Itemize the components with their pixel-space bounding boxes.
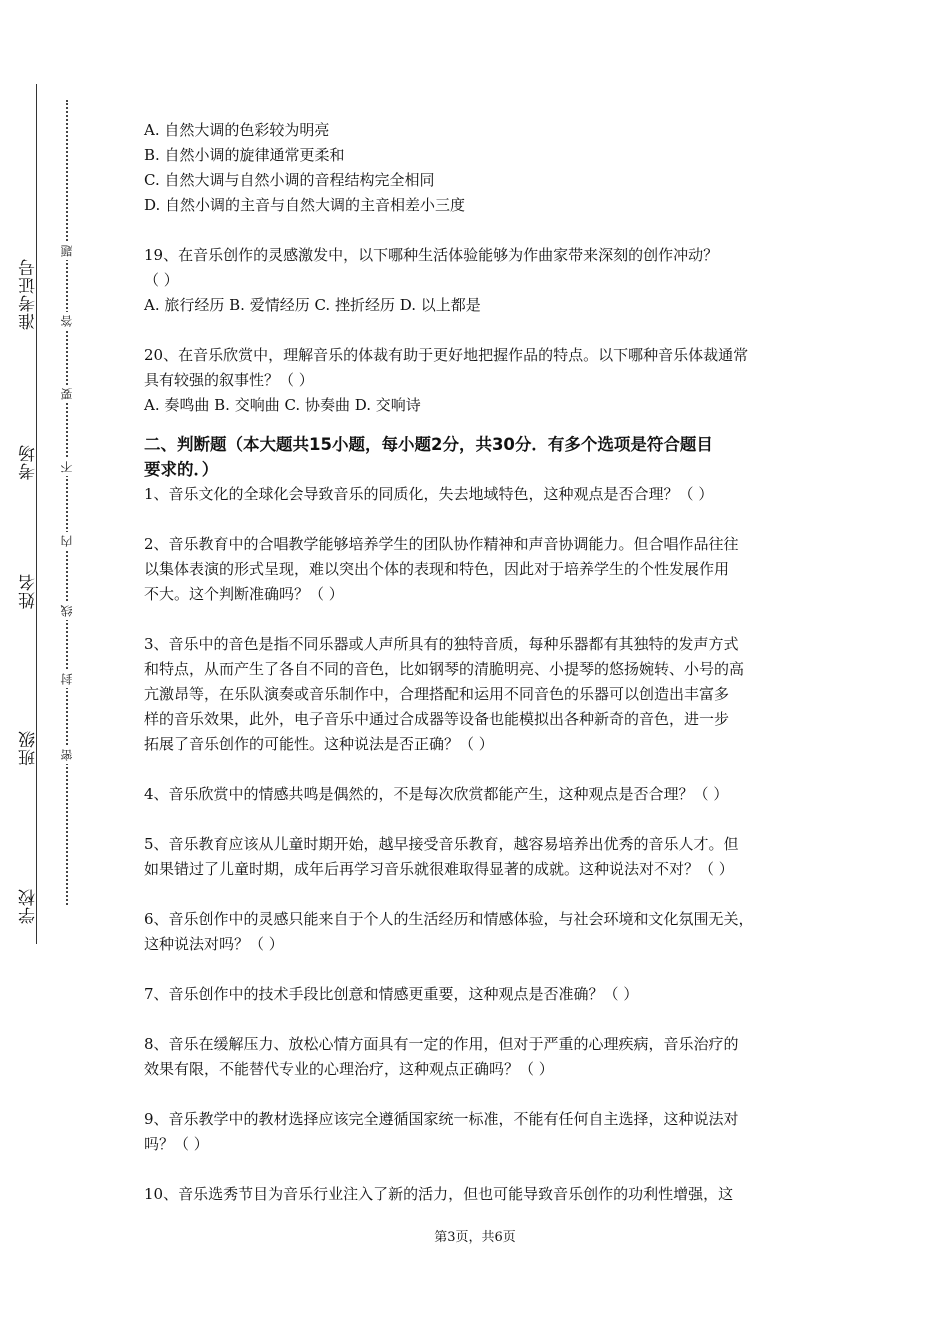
judgment-line: 4、音乐欣赏中的情感共鸣是偶然的，不是每次欣赏都能产生，这种观点是否合理？（ ） — [144, 785, 729, 803]
field-examid-label: 准考证号 — [19, 258, 39, 330]
judgment-question — [144, 1107, 824, 1157]
judgment-line: 以集体表演的形式呈现，难以突出个体的表现和特色，因此对于培养学生的个性发展作用 — [144, 560, 730, 578]
q19-stem: 19、在音乐创作的灵感激发中，以下哪种生活体验能够为作曲家带来深刻的创作冲动？ — [144, 246, 719, 264]
judgment-line: 1、音乐文化的全球化会导致音乐的同质化，失去地域特色，这种观点是否合理？（ ） — [144, 485, 714, 503]
section-title-line1: 二、判断题（本大题共15小题，每小题2分，共30分．有多个选项是符合题目 — [144, 435, 713, 454]
seal-dotted-line — [66, 100, 68, 905]
judgment-line: 吗？（ ） — [144, 1135, 209, 1153]
judgment-line: 8、音乐在缓解压力、放松心情方面具有一定的作用，但对于严重的心理疾病，音乐治疗的 — [144, 1035, 739, 1053]
judgment-line: 9、音乐教学中的教材选择应该完全遵循国家统一标准，不能有任何自主选择，这种说法对 — [144, 1110, 739, 1128]
section-title — [144, 432, 824, 482]
field-class-label: 班级 — [19, 730, 39, 766]
judgment-question — [144, 632, 824, 757]
judgment-question — [144, 982, 824, 1007]
q20-options: A. 奏鸣曲 B. 交响曲 C. 协奏曲 D. 交响诗 — [144, 396, 421, 414]
q20-stem: 20、在音乐欣赏中，理解音乐的体裁有助于更好地把握作品的特点。以下哪种音乐体裁通常 — [144, 346, 749, 364]
judgment-line: 不大。这个判断准确吗？（ ） — [144, 585, 344, 603]
seal-char-mi: 密 — [58, 746, 74, 764]
judgment-line: 这种说法对吗？（ ） — [144, 935, 284, 953]
q18-option-b: B. 自然小调的旋律通常更柔和 — [144, 146, 345, 164]
section-title-line2: 要求的．） — [144, 460, 219, 479]
judgment-question — [144, 782, 824, 807]
judgment-line: 2、音乐教育中的合唱教学能够培养学生的团队协作精神和声音协调能力。但合唱作品往往 — [144, 535, 739, 553]
judgment-line: 和特点，从而产生了各自不同的音色，比如钢琴的清脆明亮、小提琴的悠扬婉转、小号的高 — [144, 660, 745, 678]
judgment-line: 6、音乐创作中的灵感只能来自于个人的生活经历和情感体验，与社会环境和文化氛围无关， — [144, 910, 754, 928]
judgment-question — [144, 1182, 824, 1207]
judgment-question — [144, 532, 824, 607]
seal-char-ti: 题 — [58, 242, 74, 260]
judgment-line: 5、音乐教育应该从儿童时期开始，越早接受音乐教育，越容易培养出优秀的音乐人才。但 — [144, 835, 739, 853]
field-name-label: 姓名 — [19, 573, 39, 609]
field-school-label: 学校 — [19, 888, 39, 924]
judgment-question — [144, 482, 824, 507]
q18-option-c: C. 自然大调与自然小调的音程结构完全相同 — [144, 171, 435, 189]
seal-char-yao: 要 — [58, 385, 74, 403]
seal-char-da: 答 — [58, 312, 74, 330]
judgment-line: 3、音乐中的音色是指不同乐器或人声所具有的独特音质，每种乐器都有其独特的发声方式 — [144, 635, 739, 653]
q19-stem-cont: （ ） — [144, 271, 179, 289]
seal-char-bu: 不 — [58, 458, 74, 476]
judgment-list — [144, 482, 824, 1207]
judgment-question — [144, 907, 824, 957]
judgment-line: 10、音乐选秀节目为音乐行业注入了新的活力，但也可能导致音乐创作的功利性增强，这 — [144, 1185, 734, 1203]
judgment-line: 效果有限，不能替代专业的心理治疗，这种观点正确吗？（ ） — [144, 1060, 554, 1078]
exam-content — [144, 118, 824, 1207]
margin-rule — [36, 84, 37, 944]
judgment-line: 如果错过了儿童时期，成年后再学习音乐就很难取得显著的成就。这种说法对不对？（ ） — [144, 860, 734, 878]
judgment-line: 亢激昂等，在乐队演奏或音乐制作中，合理搭配和运用不同音色的乐器可以创造出丰富多 — [144, 685, 730, 703]
binding-margin — [0, 0, 110, 1344]
judgment-question — [144, 832, 824, 882]
seal-char-nei: 内 — [58, 532, 74, 550]
judgment-line: 7、音乐创作中的技术手段比创意和情感更重要，这种观点是否准确？（ ） — [144, 985, 639, 1003]
judgment-line: 样的音乐效果，此外，电子音乐中通过合成器等设备也能模拟出各种新奇的音色，进一步 — [144, 710, 730, 728]
q18-option-a: A. 自然大调的色彩较为明亮 — [144, 121, 330, 139]
seal-char-feng: 封 — [58, 670, 74, 688]
judgment-line: 拓展了音乐创作的可能性。这种说法是否正确？（ ） — [144, 735, 494, 753]
page-footer: 第3页，共6页 — [434, 1230, 516, 1245]
q19-options: A. 旅行经历 B. 爱情经历 C. 挫折经历 D. 以上都是 — [144, 296, 481, 314]
field-room-label: 考场 — [19, 444, 39, 480]
q20-stem-cont: 具有较强的叙事性？（ ） — [144, 371, 314, 389]
judgment-question — [144, 1032, 824, 1082]
seal-char-xian: 线 — [58, 602, 74, 620]
q18-option-d: D. 自然小调的主音与自然大调的主音相差小三度 — [144, 196, 466, 214]
